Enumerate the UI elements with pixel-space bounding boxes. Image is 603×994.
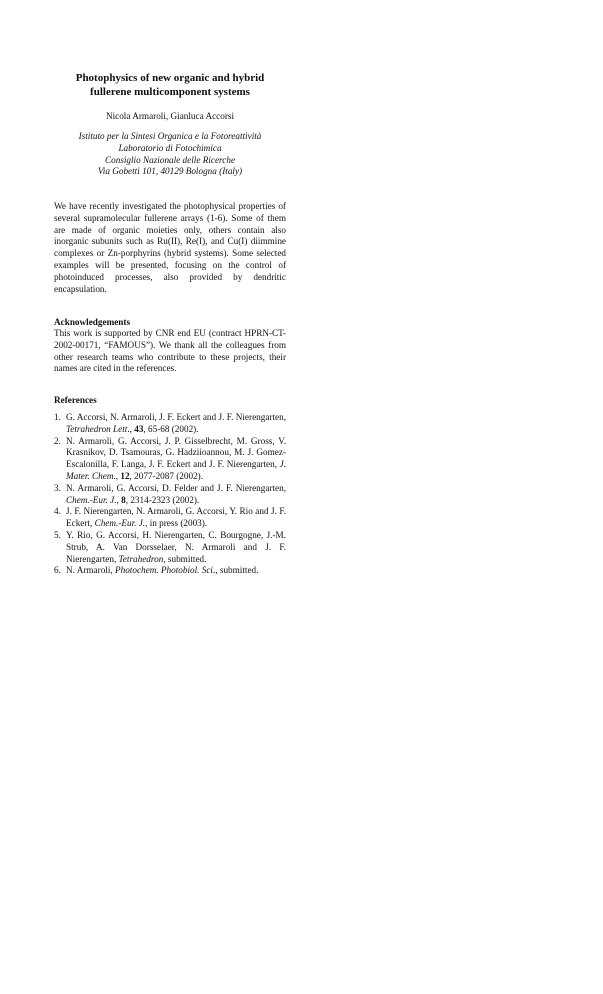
reference-body xyxy=(66,565,258,575)
reference-item xyxy=(54,436,286,483)
affiliation-line: Istituto per la Sintesi Organica e la Fotoreattività xyxy=(78,131,262,141)
reference-item xyxy=(54,506,286,530)
reference-authors: Y. Rio, G. Accorsi, H. Nierengarten, C. Bourgogne, J.-M. Strub, A. Van Dorsselaer, N. Armaroli and J. F. Nierengarten, xyxy=(66,529,286,564)
reference-authors: N. Armaroli, G. Accorsi, J. P. Gisselbrecht, M. Gross, V. Krasnikov, D. Tsamouras, G. Hadziioannou, M. J. Gomez-Escalonilla, F. Langa, J. F. Eckert and J. F. Nierengarten, xyxy=(66,435,286,470)
reference-body xyxy=(66,483,286,505)
reference-status: submitted. xyxy=(167,553,207,564)
affiliation-block xyxy=(54,131,286,178)
paper-title-line-2: fullerene multicomponent systems xyxy=(90,86,250,98)
reference-number: 1. xyxy=(54,412,61,422)
affiliation-line: Laboratorio di Fotochimica xyxy=(118,142,222,153)
reference-authors: G. Accorsi, N. Armaroli, J. F. Eckert and J. F. Nierengarten, xyxy=(66,412,286,422)
reference-item xyxy=(54,530,286,565)
acknowledgements-heading: Acknowledgements xyxy=(54,317,131,327)
reference-separator: ., xyxy=(127,423,135,434)
reference-body xyxy=(66,412,286,434)
reference-volume: 43 xyxy=(134,423,144,434)
reference-authors: N. Armaroli, G. Accorsi, D. Felder and J. F. Nierengarten, xyxy=(66,482,286,493)
abstract-paragraph: We have recently investigated the photophysical properties of several supramolecular fullerene arrays (1-6). Some of them are made of organic moieties only, others contain also inorganic subunits such as Ru(II), Re(I), and Cu(I) diimmine complexes or Zn-porphyrins (hybrid systems). Some selected examples will be presented, focusing on the control of photoinduced processes, also provided by dendritic encapsulation. xyxy=(54,201,286,294)
reference-journal: Chem.-Eur. J. xyxy=(94,518,146,529)
reference-pages-year: , 2314-2323 (2002). xyxy=(125,494,200,505)
reference-journal: Tetrahedron Lett xyxy=(66,423,128,434)
reference-separator: , xyxy=(145,518,150,529)
author-list: Nicola Armaroli, Gianluca Accorsi xyxy=(105,111,235,121)
reference-body xyxy=(66,436,286,481)
reference-body xyxy=(66,530,286,564)
acknowledgements-paragraph: This work is supported by CNR end EU (contract HPRN-CT-2002-00171, “FAMOUS”). We thank all the colleagues from other research teams who contribute to these projects, their names are cited in the references. xyxy=(54,328,286,374)
reference-pages-year: , 2077-2087 (2002). xyxy=(129,470,204,481)
paper-title-line-1: Photophysics of new organic and hybrid xyxy=(75,72,265,84)
reference-pages-year: , 65-68 (2002). xyxy=(143,423,199,434)
reference-status: in press (2003). xyxy=(149,518,208,529)
reference-separator: , xyxy=(116,494,122,505)
reference-journal: Photochem. Photobiol. Sci xyxy=(115,565,213,576)
reference-journal: J. Mater. Chem xyxy=(66,459,286,481)
reference-number: 6. xyxy=(54,565,61,576)
affiliation-line: Consiglio Nazionale delle Ricerche xyxy=(104,154,236,165)
reference-authors: J. F. Nierengarten, N. Armaroli, G. Accorsi, Y. Rio and J. F. Eckert, xyxy=(66,506,286,529)
reference-separator: ., xyxy=(113,470,121,481)
reference-body xyxy=(66,506,286,528)
reference-volume: 8 xyxy=(121,494,126,505)
reference-item xyxy=(54,412,286,436)
reference-number: 4. xyxy=(54,506,61,517)
reference-separator: , xyxy=(163,553,168,564)
reference-volume: 12 xyxy=(120,470,130,481)
reference-status: submitted. xyxy=(219,565,259,576)
reference-item xyxy=(54,483,286,507)
reference-list xyxy=(54,412,286,577)
reference-number: 5. xyxy=(54,529,61,540)
reference-item xyxy=(54,565,286,577)
reference-journal: Chem.-Eur. J. xyxy=(66,494,117,505)
reference-journal: Tetrahedron xyxy=(118,553,164,564)
reference-separator: ., xyxy=(212,565,220,576)
reference-number: 2. xyxy=(54,435,61,446)
reference-number: 3. xyxy=(54,482,61,493)
references-heading: References xyxy=(54,395,97,405)
affiliation-line: Via Gobetti 101, 40129 Bologna (Italy) xyxy=(97,166,243,177)
reference-authors: N. Armaroli, xyxy=(66,565,115,576)
paper-title xyxy=(54,71,286,99)
